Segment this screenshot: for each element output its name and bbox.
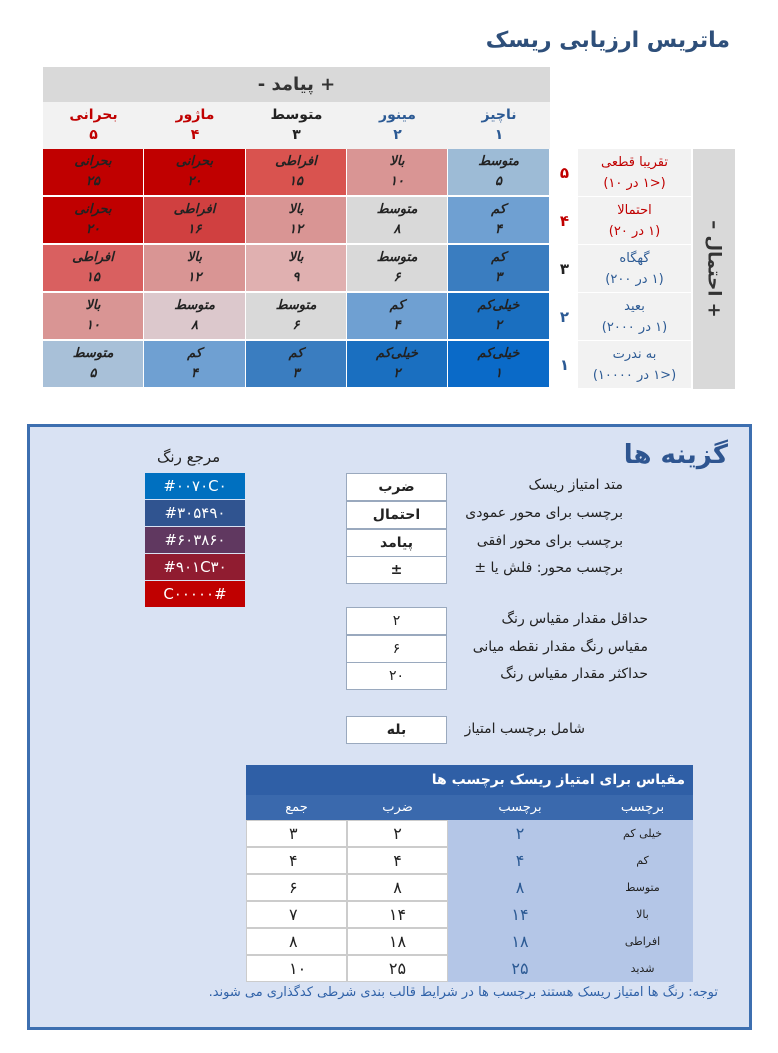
options-title: گزینه ها [623, 440, 728, 470]
matrix-cell [144, 293, 246, 340]
matrix-cell [347, 293, 448, 340]
impact-column-header [448, 102, 550, 149]
likelihood-frequency: (<۱ در ۱۰) [603, 176, 666, 191]
risk-label: کم [491, 250, 506, 265]
matrix-cell [448, 293, 550, 340]
likelihood-label [578, 149, 691, 196]
risk-score: ۸ [393, 222, 401, 237]
risk-score: ۴ [393, 318, 401, 333]
risk-score: ۱۵ [289, 174, 303, 189]
impact-axis-header: + پیامد - [43, 67, 550, 102]
risk-score: ۲ [495, 318, 502, 333]
risk-label: بالا [288, 202, 304, 217]
matrix-cell [448, 245, 550, 292]
impact-column-header [246, 102, 347, 149]
risk-label: متوسط [478, 154, 519, 169]
risk-label: خیلی‌کم [376, 346, 418, 361]
score-table-title: مقیاس برای امتیاز ریسک برچسب ها [246, 765, 693, 795]
risk-score: ۱ [495, 366, 502, 381]
matrix-cell [347, 149, 448, 196]
risk-score: ۱۲ [289, 222, 303, 237]
risk-score: ۱۲ [187, 270, 202, 285]
risk-label: بحرانی [74, 154, 112, 169]
impact-column-header [144, 102, 246, 149]
matrix-cell [43, 293, 144, 340]
impact-column-value: ۲ [393, 127, 402, 143]
risk-label: کم [288, 346, 304, 361]
matrix-cell [448, 197, 550, 244]
risk-score: ۶ [292, 318, 300, 333]
score-table-sum: ۴ [246, 847, 347, 874]
score-table-sum: ۸ [246, 928, 347, 955]
score-table-header: برچسب [592, 795, 693, 820]
score-table-midpoint: ۸ [448, 874, 592, 901]
include-label-option: شامل برچسب امتیاز [464, 721, 585, 737]
scale-label: مقیاس رنگ مقدار نقطه میانی [472, 639, 648, 655]
impact-column-name: ماژور [175, 107, 215, 123]
risk-score: ۸ [191, 318, 198, 333]
likelihood-value: ۳ [559, 259, 570, 278]
risk-score: ۴ [191, 366, 198, 381]
risk-score: ۵ [89, 366, 97, 381]
matrix-cell [246, 341, 347, 388]
likelihood-frequency: (۱ در ۲۰۰۰) [601, 320, 668, 335]
risk-label: متوسط [376, 202, 418, 217]
risk-label: افراطی [72, 250, 114, 265]
impact-column-name: بحرانی [69, 107, 118, 123]
risk-score: ۴ [495, 222, 502, 237]
matrix-cell [246, 293, 347, 340]
risk-label: خیلی‌کم [477, 346, 520, 361]
option-label: متد امتیاز ریسک [528, 477, 623, 493]
matrix-cell [246, 149, 347, 196]
likelihood-name: بعید [624, 299, 645, 314]
impact-column-name: مینور [379, 107, 416, 123]
likelihood-axis-label: + احتمال – [703, 220, 725, 318]
score-table-label: شدید [592, 955, 693, 982]
risk-label: بحرانی [74, 202, 112, 217]
risk-label: متوسط [275, 298, 317, 313]
likelihood-label [578, 341, 691, 388]
matrix-cell [43, 197, 144, 244]
score-table-label: خیلی کم [592, 820, 693, 847]
score-table-header: برچسب [448, 795, 592, 820]
score-table-midpoint: ۱۸ [448, 928, 592, 955]
score-table-sum: ۱۰ [246, 955, 347, 982]
option-input[interactable]: احتمال [346, 501, 447, 529]
impact-column-value: ۱ [494, 127, 504, 143]
matrix-cell [448, 341, 550, 388]
score-table-label: بالا [592, 901, 693, 928]
likelihood-name: گهگاه [619, 251, 650, 266]
matrix-cell [43, 245, 144, 292]
matrix-cell [43, 341, 144, 388]
likelihood-value: ۵ [559, 163, 570, 182]
likelihood-frequency: (۱ در ۲۰) [608, 224, 661, 239]
likelihood-name: احتمالا [617, 203, 652, 218]
score-table-multiply: ۸ [347, 874, 448, 901]
score-table-label: افراطی [592, 928, 693, 955]
impact-column-value: ۳ [292, 127, 301, 143]
score-table-multiply: ۱۴ [347, 901, 448, 928]
impact-column-header [347, 102, 448, 149]
risk-label: بالا [389, 154, 405, 169]
color-swatch: C۰۰۰۰۰# [145, 581, 245, 607]
risk-label: افراطی [275, 154, 317, 169]
risk-label: بالا [85, 298, 101, 313]
option-input[interactable]: ± [346, 556, 447, 584]
score-table-midpoint: ۴ [448, 847, 592, 874]
risk-score: ۲۰ [187, 174, 202, 189]
page-title: ماتریس ارزیابی ریسک [485, 28, 730, 53]
risk-score: ۱۵ [86, 270, 100, 285]
risk-label: خیلی‌کم [477, 298, 520, 313]
score-table-multiply: ۴ [347, 847, 448, 874]
score-table-multiply: ۲۵ [347, 955, 448, 982]
risk-score: ۹ [292, 270, 300, 285]
color-swatch: #۰۰۷۰C۰ [145, 473, 245, 499]
color-swatch: #۹۰۱C۳۰ [145, 554, 245, 580]
matrix-cell [448, 149, 550, 196]
risk-score: ۱۶ [187, 222, 202, 237]
likelihood-axis-header [693, 149, 735, 389]
likelihood-label [578, 197, 691, 244]
likelihood-value: ۴ [559, 211, 570, 230]
score-table-midpoint: ۲۵ [448, 955, 592, 982]
risk-score: ۲۰ [86, 222, 100, 237]
scale-input[interactable]: ۶ [346, 635, 447, 663]
matrix-cell [246, 197, 347, 244]
score-table-sum: ۶ [246, 874, 347, 901]
score-table-midpoint: ۱۴ [448, 901, 592, 928]
likelihood-value: ۲ [559, 307, 570, 326]
matrix-cell [144, 245, 246, 292]
matrix-cell [144, 149, 246, 196]
likelihood-label [578, 293, 691, 340]
risk-label: بالا [187, 250, 202, 265]
risk-label: متوسط [72, 346, 114, 361]
matrix-cell [246, 245, 347, 292]
risk-label: متوسط [376, 250, 418, 265]
matrix-cell [347, 341, 448, 388]
risk-score: ۱۰ [86, 318, 100, 333]
matrix-cell [144, 341, 246, 388]
option-label: برچسب برای محور افقی [476, 533, 623, 549]
risk-score: ۲ [393, 366, 401, 381]
score-table-sum: ۷ [246, 901, 347, 928]
impact-column-name: ناچیز [481, 107, 517, 123]
risk-score: ۶ [393, 270, 401, 285]
score-table-label: کم [592, 847, 693, 874]
scale-input[interactable]: ۲۰ [346, 662, 447, 690]
likelihood-frequency: (<۱ در ۱۰۰۰۰) [592, 368, 677, 383]
impact-column-header [43, 102, 144, 149]
risk-score: ۲۵ [86, 174, 100, 189]
score-table-multiply: ۱۸ [347, 928, 448, 955]
score-table-multiply: ۲ [347, 820, 448, 847]
risk-label: بالا [288, 250, 304, 265]
score-table-label: متوسط [592, 874, 693, 901]
risk-score: ۵ [495, 174, 502, 189]
color-reference-title: مرجع رنگ [157, 448, 221, 466]
impact-column-value: ۴ [190, 127, 200, 143]
footnote: توجه: رنگ ها امتیاز ریسک هستند برچسب ها در شرایط قالب بندی شرطی کدگذاری می شوند. [208, 985, 718, 1000]
option-input[interactable]: پیامد [346, 529, 447, 557]
risk-score: ۱۰ [390, 174, 404, 189]
color-swatch: #۶۰۳۸۶۰ [145, 527, 245, 553]
matrix-cell [144, 197, 246, 244]
risk-label: متوسط [174, 298, 215, 313]
likelihood-value: ۱ [559, 355, 570, 374]
likelihood-label [578, 245, 691, 292]
risk-score: ۳ [495, 270, 502, 285]
risk-label: کم [187, 346, 202, 361]
matrix-cell [347, 245, 448, 292]
option-input[interactable]: ضرب [346, 473, 447, 501]
risk-label: کم [389, 298, 405, 313]
risk-label: بحرانی [175, 154, 214, 169]
impact-column-value: ۵ [89, 127, 98, 143]
option-label: برچسب برای محور عمودی [465, 505, 623, 521]
risk-label: کم [491, 202, 506, 217]
matrix-cell [347, 197, 448, 244]
scale-input[interactable]: ۲ [346, 607, 447, 635]
risk-score: ۳ [292, 366, 300, 381]
scale-label: حداقل مقدار مقیاس رنگ [501, 611, 648, 627]
impact-column-name: متوسط [270, 107, 323, 123]
score-table-header: ضرب [347, 795, 448, 820]
option-label: برچسب محور: فلش یا ± [474, 560, 623, 576]
color-swatch: #۳۰۵۴۹۰ [145, 500, 245, 526]
matrix-cell [43, 149, 144, 196]
likelihood-frequency: (۱ در ۲۰۰) [605, 272, 664, 287]
likelihood-name: تقریبا قطعی [601, 155, 668, 170]
likelihood-name: به ندرت [612, 347, 657, 362]
score-table-header: جمع [246, 795, 347, 820]
score-table-sum: ۳ [246, 820, 347, 847]
risk-label: افراطی [173, 202, 216, 217]
scale-label: حداکثر مقدار مقیاس رنگ [500, 666, 648, 682]
include-label-input[interactable]: بله [346, 716, 447, 744]
score-table-midpoint: ۲ [448, 820, 592, 847]
